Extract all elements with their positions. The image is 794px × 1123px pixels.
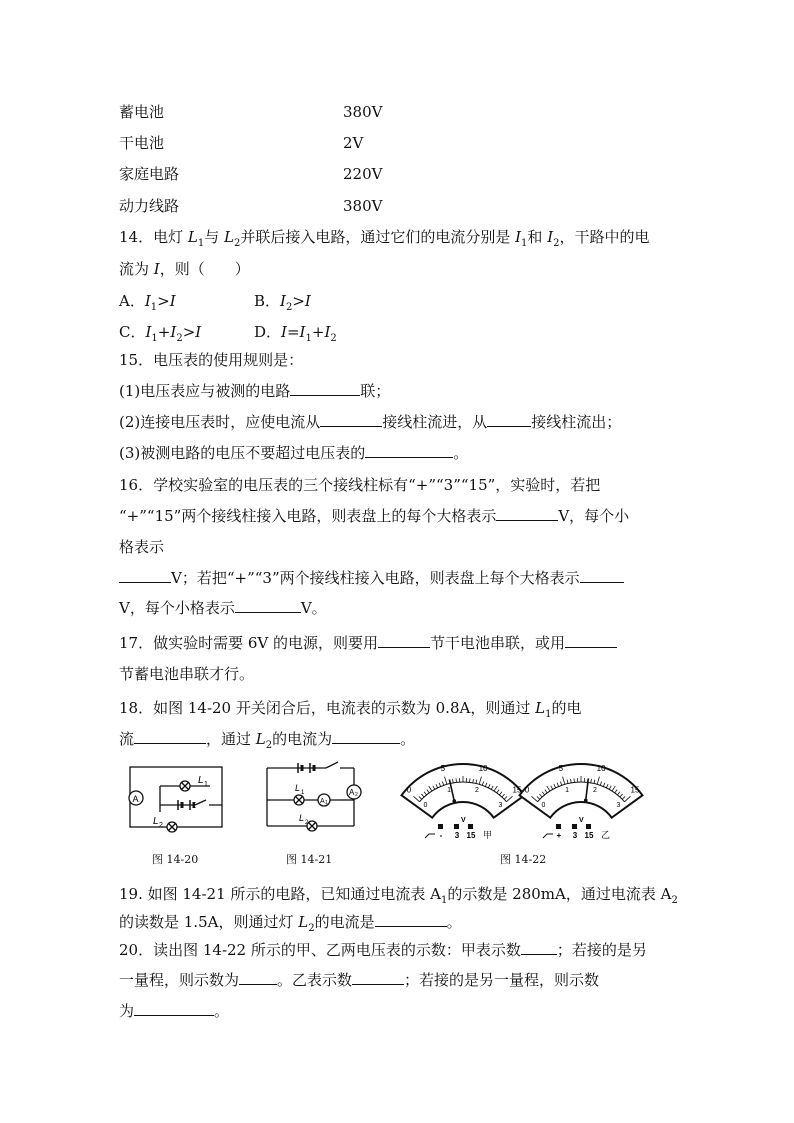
a2-sub: 2 — [355, 792, 358, 798]
answer-blank[interactable] — [378, 632, 430, 648]
q15-title: 15．电压表的使用规则是： — [119, 351, 304, 369]
q18-line1 — [119, 697, 581, 726]
text: I — [304, 292, 311, 310]
table-row — [119, 132, 164, 154]
lamp-label: L — [198, 775, 204, 786]
q14-line2 — [119, 258, 250, 280]
lamp-sub: 2 — [159, 822, 163, 829]
answer-blank[interactable] — [580, 567, 624, 583]
text: L — [535, 699, 546, 717]
text: D． — [254, 323, 282, 341]
table-value: 2V — [343, 134, 364, 152]
answer-blank[interactable] — [320, 411, 382, 427]
meter-terminal — [454, 824, 459, 829]
q20-line1 — [119, 939, 647, 961]
q16-line3: 格表示 — [119, 538, 165, 556]
text: “+”“15”两个接线柱接入电路，则表盘上的每个大格表示 — [119, 507, 497, 525]
lamp-label: L — [153, 816, 159, 827]
text: 为 — [119, 1002, 135, 1020]
answer-blank[interactable] — [496, 505, 558, 521]
text: 1 — [545, 709, 552, 720]
lamp-sub: 1 — [204, 781, 208, 788]
answer-blank[interactable] — [565, 632, 617, 648]
meter-outer-tick-label: 5 — [440, 763, 446, 773]
ammeter-label: A — [132, 794, 139, 804]
meter-terminal — [468, 824, 473, 829]
lamp-sub: 1 — [301, 790, 305, 796]
a2-label: A — [349, 788, 355, 797]
answer-blank[interactable] — [119, 567, 171, 583]
text: 的读数是 1.5A，则通过灯 — [119, 913, 299, 931]
answer-blank[interactable] — [365, 442, 453, 458]
meter-inner-tick-label: 1 — [447, 786, 452, 794]
q15-rule3 — [119, 442, 468, 464]
text: 并联后接入电路，通过它们的电流分别是 — [240, 228, 516, 246]
answer-blank[interactable] — [487, 411, 531, 427]
q19-line2 — [119, 911, 462, 940]
meter-terminal-label: 15 — [584, 831, 594, 840]
meter-name: 甲 — [483, 830, 493, 840]
text: 。 — [453, 444, 469, 462]
text: 2 — [233, 238, 241, 249]
meter-pivot — [584, 798, 588, 802]
q16-line5 — [119, 597, 327, 619]
text: > — [292, 292, 305, 310]
text: (2)连接电压表时，应使电流从 — [119, 413, 321, 431]
meter-inner-tick-label: 1 — [565, 786, 570, 794]
text: 1 — [305, 333, 312, 344]
meter-wire — [425, 834, 435, 838]
text: 。 — [446, 913, 462, 931]
table-value: 380V — [343, 103, 383, 121]
q14-option-d — [254, 321, 337, 350]
q19-line1 — [119, 883, 678, 912]
text: C． — [119, 323, 146, 341]
text: > — [182, 323, 196, 341]
text: I — [145, 323, 152, 341]
text: ；若接的是另 — [556, 941, 647, 959]
text: 的电流是 — [314, 913, 375, 931]
text: L — [255, 730, 266, 748]
a1-sub: 1 — [325, 800, 328, 806]
meter-outer-tick-label: 10 — [478, 763, 488, 773]
text: I — [299, 323, 306, 341]
q17-line2: 节蓄电池串联才行。 — [119, 665, 255, 683]
lamp-sub: 2 — [305, 820, 309, 826]
meter-unit: V — [579, 817, 584, 824]
q16-line2 — [119, 505, 629, 527]
text: ；若接的是另一量程，则示数 — [404, 971, 600, 989]
text: 接线柱流进，从 — [382, 413, 488, 431]
q14-option-b — [254, 290, 311, 319]
text: 节干电池串联，或用 — [430, 634, 566, 652]
text: I — [170, 323, 177, 341]
text: 。 — [214, 1002, 230, 1020]
text: ，通过 — [206, 730, 256, 748]
text: 2 — [176, 333, 183, 344]
text: ，则（ ） — [159, 260, 250, 278]
figure-14-20 — [120, 762, 230, 837]
text: 的电流为 — [272, 730, 333, 748]
meter-outer-tick-label: 0 — [524, 785, 530, 795]
meter-terminal — [586, 824, 591, 829]
text: I — [169, 292, 176, 310]
meter-inner-tick-label: 0 — [423, 801, 428, 809]
meter-outer-tick-label: 15 — [512, 785, 522, 795]
caption-14-22: 图 14-22 — [500, 853, 547, 866]
text: 18．如图 14-20 开关闭合后，电流表的示数为 0.8A，则通过 — [119, 699, 536, 717]
meter-wire — [543, 834, 553, 838]
text: 20．读出图 14-22 所示的甲、乙两电压表的示数：甲表示数 — [119, 941, 521, 959]
caption-14-21: 图 14-21 — [286, 853, 333, 866]
q15-rule1 — [119, 380, 390, 402]
table-name: 家庭电路 — [119, 165, 180, 183]
answer-blank[interactable] — [521, 939, 557, 955]
meter-outer-tick-label: 10 — [596, 763, 606, 773]
text: V；若把“+”“3”两个接线柱接入电路，则表盘上每个大格表示 — [171, 569, 580, 587]
text: 2 — [553, 238, 560, 249]
meter-terminal-label: 15 — [466, 831, 476, 840]
text: 19. 如图 14-21 所示的电路，已知通过电流表 A — [119, 885, 442, 903]
answer-blank[interactable] — [375, 911, 447, 927]
meter-unit: V — [461, 817, 466, 824]
text: 一量程，则示数为 — [119, 971, 240, 989]
text: 2 — [285, 302, 293, 313]
text: 和 — [527, 228, 548, 246]
text: V，每个小格表示 — [119, 599, 235, 617]
text: 。 — [400, 730, 416, 748]
table-name: 动力线路 — [119, 197, 180, 215]
table-value: 220V — [343, 165, 383, 183]
meter-face — [520, 764, 643, 818]
text: V。 — [300, 599, 327, 617]
text: L — [298, 913, 309, 931]
text: 14．电灯 — [119, 228, 188, 246]
text: 2 — [308, 923, 315, 934]
text: = — [286, 323, 300, 341]
text: L — [223, 228, 234, 246]
answer-blank[interactable] — [239, 969, 277, 985]
text: A． — [119, 292, 145, 310]
text: 的示数是 280mA，通过电流表 A — [447, 885, 672, 903]
text: I — [153, 260, 160, 278]
meter-terminal — [556, 824, 561, 829]
text: 2 — [265, 740, 273, 751]
answer-blank[interactable] — [235, 597, 301, 613]
meter-terminal-label: - — [439, 831, 443, 840]
meter-inner-tick-label: 2 — [592, 786, 597, 794]
text: 联； — [360, 382, 391, 400]
q14-option-a — [119, 290, 176, 319]
meter-terminal — [438, 824, 443, 829]
caption-14-20: 图 14-20 — [152, 853, 199, 866]
q17-line1 — [119, 632, 617, 654]
q14-option-c — [119, 321, 201, 350]
text: + — [311, 323, 325, 341]
text: I — [515, 228, 522, 246]
text: L — [187, 228, 198, 246]
table-name: 蓄电池 — [119, 103, 165, 121]
text: 。乙表示数 — [277, 971, 353, 989]
meter-inner-tick-label: 2 — [474, 786, 479, 794]
meter-outer-tick-label: 0 — [406, 785, 412, 795]
figure-14-21 — [262, 760, 372, 838]
text: I — [195, 323, 202, 341]
meter-face — [402, 764, 525, 818]
meter-terminal-label: 3 — [454, 831, 460, 840]
table-value: 380V — [343, 197, 383, 215]
voltmeter-jia — [405, 758, 521, 840]
q20-line2 — [119, 969, 599, 991]
text: 1 — [521, 238, 528, 249]
answer-blank[interactable] — [134, 728, 206, 744]
answer-blank[interactable] — [332, 728, 400, 744]
text: I — [324, 323, 331, 341]
table-row — [119, 101, 164, 123]
table-row — [119, 163, 179, 185]
text: > — [157, 292, 170, 310]
text: 2 — [671, 895, 678, 906]
meter-inner-tick-label: 0 — [541, 801, 546, 809]
text: (3)被测电路的电压不要超过电压表的 — [119, 444, 366, 462]
text: 接线柱流出； — [531, 413, 622, 431]
answer-blank[interactable] — [134, 1000, 214, 1016]
text: I — [547, 228, 554, 246]
text: 1 — [151, 333, 158, 344]
q18-line2 — [119, 728, 415, 757]
lamp-label: L — [299, 813, 305, 823]
meter-pivot — [452, 799, 456, 803]
text: 1 — [441, 895, 448, 906]
text: 流为 — [119, 260, 154, 278]
circuit-frame — [130, 767, 222, 827]
q14-line1 — [119, 226, 650, 255]
text: B． — [254, 292, 281, 310]
text: + — [157, 323, 171, 341]
q20-line3 — [119, 1000, 229, 1022]
text: (1)电压表应与被测的电路 — [119, 382, 291, 400]
q16-line4 — [119, 567, 624, 589]
text: 流 — [119, 730, 135, 748]
meter-terminal-label: + — [556, 831, 562, 840]
answer-blank[interactable] — [352, 969, 404, 985]
a1-label: A — [320, 798, 325, 805]
meter-name: 乙 — [601, 830, 611, 840]
meter-outer-tick-label: 5 — [558, 763, 564, 773]
text: I — [144, 292, 151, 310]
text: I — [281, 323, 287, 341]
text: I — [280, 292, 286, 310]
table-name: 干电池 — [119, 134, 165, 152]
meter-terminal — [572, 824, 577, 829]
text: 17．做实验时需要 6V 的电源，则要用 — [119, 634, 379, 652]
text: 与 — [204, 228, 224, 246]
text: ，干路中的电 — [559, 228, 650, 246]
voltmeter-yi — [523, 758, 639, 840]
text: 的电 — [551, 699, 582, 717]
q16-line1: 16．学校实验室的电压表的三个接线柱标有“+”“3”“15”，实验时，若把 — [119, 476, 601, 494]
text: 1 — [197, 238, 205, 249]
answer-blank[interactable] — [290, 380, 360, 396]
q15-rule2 — [119, 411, 621, 433]
meter-outer-tick-label: 15 — [630, 785, 640, 795]
meter-terminal-label: 3 — [572, 831, 578, 840]
text: V，每个小 — [558, 507, 630, 525]
meter-inner-tick-label: 3 — [616, 801, 621, 809]
lamp-label: L — [295, 783, 301, 793]
text: 2 — [330, 333, 337, 344]
meter-inner-tick-label: 3 — [498, 801, 503, 809]
text: 1 — [150, 302, 158, 313]
table-row — [119, 195, 179, 217]
